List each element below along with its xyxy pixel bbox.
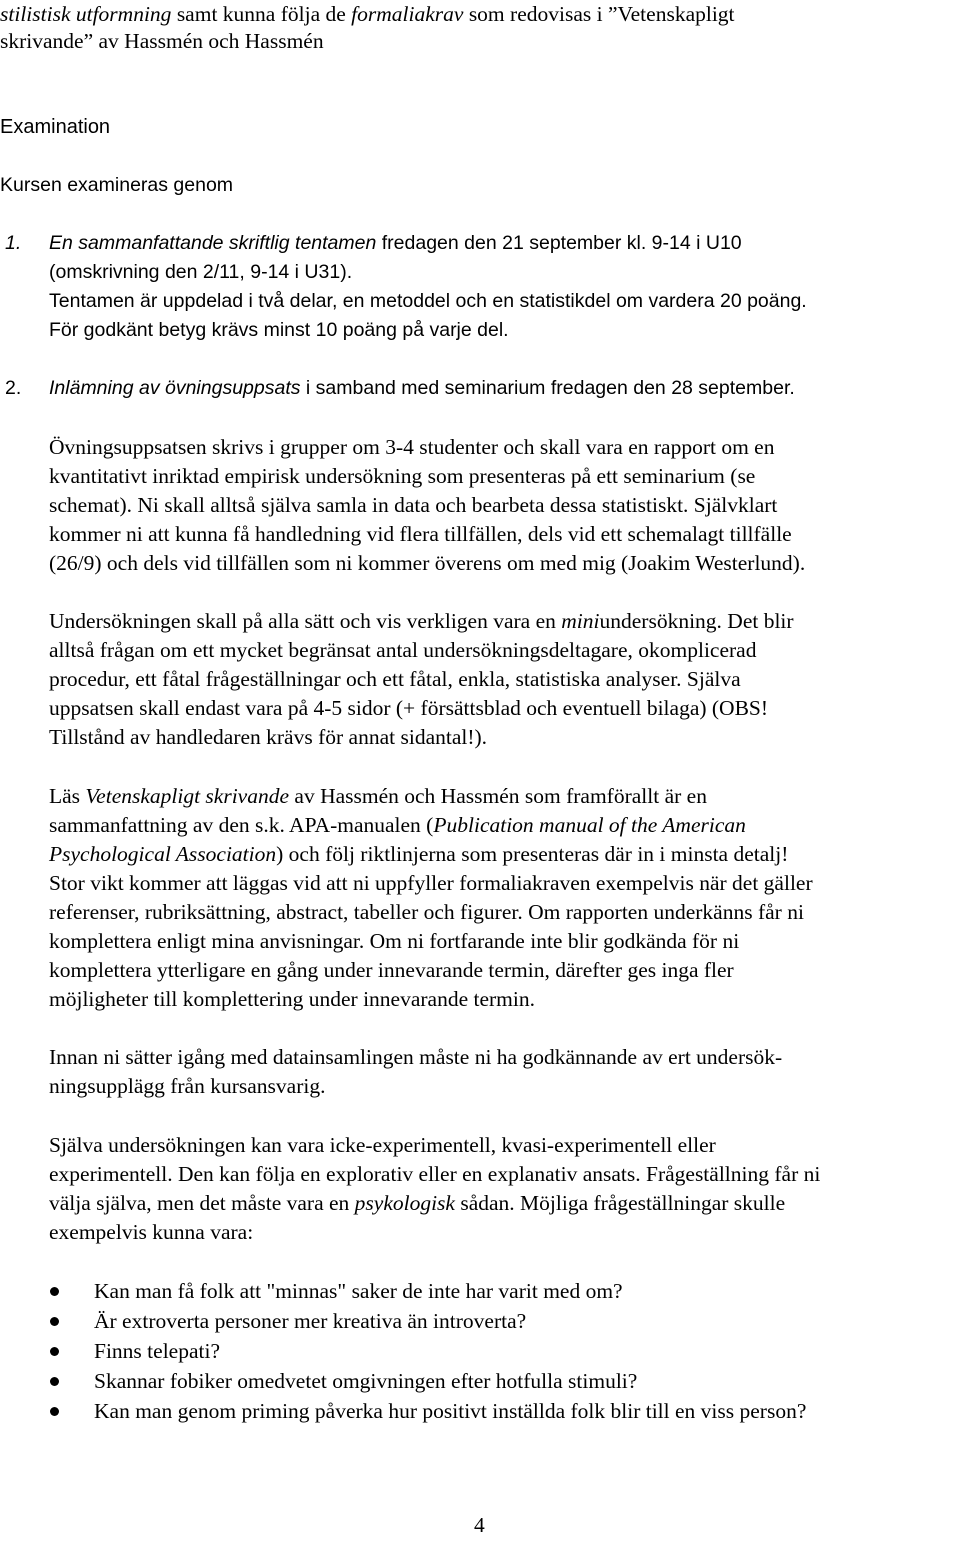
para1-line-4: kommer ni att kunna få handledning vid flera tillfällen, dels vid ett schemalagt tillfälle: [49, 522, 792, 546]
para1-line-1: Övningsuppsatsen skrivs i grupper om 3-4 studenter och skall vara en rapport om en: [49, 435, 775, 459]
bullet-icon: [50, 1317, 59, 1326]
list-number-1: 1.: [5, 232, 22, 254]
examination-intro: Kursen examineras genom: [0, 174, 234, 196]
para4-line-2: ningsupplägg från kursansvarig.: [49, 1074, 326, 1098]
section-heading: Examination: [0, 116, 111, 138]
bullet-icon: [50, 1377, 59, 1386]
para2-line-5: Tillstånd av handledaren krävs för annat sidantal!).: [49, 725, 488, 749]
para3-line-7: komplettera ytterligare en gång under innevarande termin, därefter ges inga fler: [49, 958, 734, 982]
para5-line-3: välja själva, men det måste vara en psykologisk sådan. Möjliga frågeställningar skulle: [49, 1191, 786, 1215]
list-item: Är extroverta personer mer kreativa än introverta?: [94, 1309, 527, 1333]
list-item: Finns telepati?: [94, 1339, 220, 1363]
para3-line-6: komplettera enligt mina anvisningar. Om ni fortfarande inte blir godkända för ni: [49, 929, 740, 953]
para1-line-3: schemat). Ni skall alltså själva samla in data och bearbeta dessa statistiskt. Självklart: [49, 493, 778, 517]
para5-line-4: exempelvis kunna vara:: [49, 1220, 254, 1244]
list-number-2: 2.: [5, 377, 22, 399]
bullet-icon: [50, 1287, 59, 1296]
para3-line-8: möjligheter till komplettering under innevarande termin.: [49, 987, 535, 1011]
para2-line-4: uppsatsen skall endast vara på 4-5 sidor (+ försättsblad och eventuell bilaga) (OBS!: [49, 696, 769, 720]
para4-line-1: Innan ni sätter igång med datainsamlingen måste ni ha godkännande av ert undersök-: [49, 1045, 783, 1069]
list-item: Kan man få folk att "minnas" saker de inte har varit med om?: [94, 1279, 623, 1303]
item1-line-2: (omskrivning den 2/11, 9-14 i U31).: [49, 261, 353, 283]
item1-line-3: Tentamen är uppdelad i två delar, en metoddel och en statistikdel om vardera 20 poäng.: [49, 290, 807, 312]
para3-line-1: Läs Vetenskapligt skrivande av Hassmén och Hassmén som framförallt är en: [49, 784, 707, 808]
bullet-icon: [50, 1407, 59, 1416]
bullet-icon: [50, 1347, 59, 1356]
item2-line-1: Inlämning av övningsuppsats i samband med seminarium fredagen den 28 september.: [49, 377, 795, 399]
para2-line-3: procedur, ett fåtal frågeställningar och ett fåtal, enkla, statistiska analyser. Själva: [49, 667, 741, 691]
top-line-2: skrivande” av Hassmén och Hassmén: [0, 29, 324, 53]
para3-line-5: referenser, rubriksättning, abstract, tabeller och figurer. Om rapporten underkänns får ni: [49, 900, 804, 924]
para2-line-2: alltså frågan om ett mycket begränsat antal undersökningsdeltagare, okomplicerad: [49, 638, 757, 662]
top-line-1: stilistisk utformning samt kunna följa de formaliakrav som redovisas i ”Vetenskapligt: [0, 2, 735, 26]
para1-line-5: (26/9) och dels vid tillfällen som ni kommer överens om med mig (Joakim Westerlund).: [49, 551, 806, 575]
para3-line-2: sammanfattning av den s.k. APA-manualen (Publication manual of the American: [49, 813, 746, 837]
para5-line-1: Själva undersökningen kan vara icke-experimentell, kvasi-experimentell eller: [49, 1133, 716, 1157]
page-number: 4: [474, 1513, 485, 1537]
para2-line-1: Undersökningen skall på alla sätt och vis verkligen vara en miniundersökning. Det blir: [49, 609, 794, 633]
para3-line-3: Psychological Association) och följ riktlinjerna som presenteras där in i minsta detalj!: [49, 842, 789, 866]
item1-line-1: En sammanfattande skriftlig tentamen fredagen den 21 september kl. 9-14 i U10: [49, 232, 742, 254]
para5-line-2: experimentell. Den kan följa en explorativ eller en explanativ ansats. Frågeställning får ni: [49, 1162, 821, 1186]
list-item: Skannar fobiker omedvetet omgivningen efter hotfulla stimuli?: [94, 1369, 638, 1393]
para3-line-4: Stor vikt kommer att läggas vid att ni uppfyller formaliakraven exempelvis när det gäller: [49, 871, 813, 895]
list-item: Kan man genom priming påverka hur positivt inställda folk blir till en viss person?: [94, 1399, 807, 1423]
item1-line-4: För godkänt betyg krävs minst 10 poäng på varje del.: [49, 319, 509, 341]
para1-line-2: kvantitativt inriktad empirisk undersökning som presenteras på ett seminarium (se: [49, 464, 756, 488]
